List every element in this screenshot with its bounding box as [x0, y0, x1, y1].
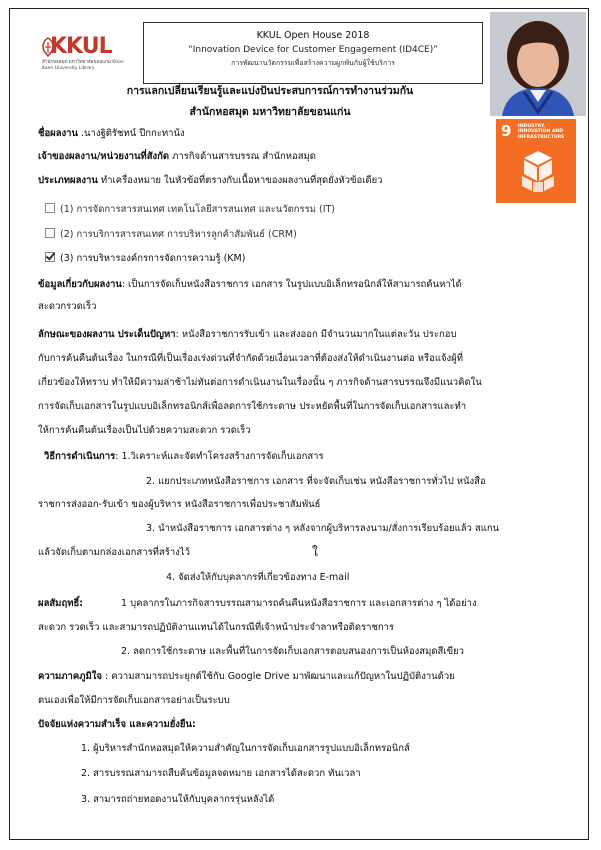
owner-line	[38, 127, 185, 141]
method-step-4: 4. จัดส่งให้กับบุคลากรที่เกี่ยวข้องทาง E-mail	[166, 572, 350, 583]
about-text-2: สะดวกรวดเร็ว	[38, 301, 97, 312]
method-step-3a: 3. นำหนังสือราชการ เอกสารต่าง ๆ หลังจากผู้บริหารลงนาม/สั่งการเรียบร้อยแล้ว สแกน	[146, 523, 500, 534]
type-label: ประเภทผลงาน	[38, 175, 98, 186]
success-item-1: 1. ผู้บริหารสำนักหอสมุดให้ความสำคัญในการจัดเก็บเอกสารรูปแบบอิเล็กทรอนิกส์	[81, 743, 410, 754]
event-header	[143, 22, 483, 84]
problem-text-2: กับการค้นคืนต้นเรื่อง ในกรณีที่เป็นเรื่องเร่งด่วนที่จำกัดด้วยเงื่อนเวลาที่ต้องส่งให้ดำเนินงานต่อ หรือแจ้งผู้ที่	[38, 353, 463, 364]
author-photo	[490, 12, 586, 116]
result-2: 2. ลดการใช้กระดาษ และพื้นที่ในการจัดเก็บเอกสารตอบสนองการเป็นห้องสมุดสีเขียว	[121, 646, 464, 657]
logo-subtitle: สำนักหอสมุด มหาวิทยาลัยขอนแก่น Khon Kaen University Library	[42, 60, 124, 71]
about-line-1	[38, 278, 462, 292]
option-crm[interactable]	[45, 228, 297, 242]
infrastructure-cube-icon	[518, 149, 558, 193]
option-it-checkbox[interactable]	[45, 203, 55, 213]
result-1b: สะดวก รวดเร็ว และสามารถปฏิบัติงานแทนได้ในกรณีที่เจ้าหน้าประจำลาหรือติดราชการ	[38, 622, 395, 633]
owner-value: .นางฐิติรัชทน์ ปีกกะทาน้ง	[78, 128, 185, 139]
option-km-checkbox[interactable]	[45, 252, 55, 262]
owner-label: ชื่อผลงาน	[38, 128, 79, 139]
option-it[interactable]	[45, 203, 335, 217]
event-title: KKUL Open House 2018	[256, 30, 370, 41]
result-1a: 1 บุคลากรในภารกิจสารบรรณสามารถค้นคืนหนังสือราชการ และเอกสารต่าง ๆ ได้อย่าง	[121, 598, 477, 609]
unit-value: ภารกิจด้านสารบรรณ สำนักหอสมุด	[169, 151, 316, 162]
kkul-logo	[40, 34, 126, 76]
method-line-1	[44, 450, 324, 464]
option-crm-checkbox[interactable]	[45, 228, 55, 238]
event-theme-thai: การพัฒนานวัตกรรมเพื่อสร้างความผูกพันกับผู้ใช้บริการ	[231, 59, 395, 67]
problem-text-4: การจัดเก็บเอกสารในรูปแบบอิเล็กทรอนิกส์เพื่อลดการใช้กระดาษ ประหยัดพื้นที่ในการจัดเก็บเอกสารและทำ	[38, 401, 467, 412]
type-line	[38, 174, 383, 188]
result-label: ผลสัมฤทธิ์:	[38, 598, 84, 609]
success-item-3: 3. สามารถถ่ายทอดงานให้กับบุคลากรรุ่นหลังได้	[81, 794, 275, 805]
method-step-3b: แล้วจัดเก็บตามกล่องเอกสารที่สร้างไว้	[38, 547, 190, 558]
pride-line-1	[38, 670, 455, 684]
unit-label: เจ้าของผลงาน/หน่วยงานที่สังกัด	[38, 151, 170, 162]
success-label-text: ปัจจัยแห่งความสำเร็จ และความยั่งยืน:	[38, 719, 196, 730]
result-line-1	[38, 597, 83, 611]
method-label: วิธีการดำเนินการ	[44, 451, 116, 462]
method-step-2a: 2. แยกประเภทหนังสือราชการ เอกสาร ที่จะจัดเก็บเช่น หนังสือราชการทั่วไป หนังสือ	[146, 476, 486, 487]
sdg-number: 9	[501, 122, 512, 140]
option-km[interactable]	[45, 252, 245, 266]
pride-label: ความภาคภูมิใจ	[38, 671, 102, 682]
stray-character: ใ	[312, 545, 318, 559]
pride-text-1: : ความสามารถประยุกต์ใช้กับ Google Drive มาพัฒนาและแก้ปัญหาในปฏิบัติงานด้วย	[101, 671, 455, 682]
event-theme: “Innovation Device for Customer Engagement (ID4CE)”	[188, 45, 438, 55]
option-crm-label: (2) การบริการสารสนเทศ การบริหารลูกค้าสัมพันธ์ (CRM)	[60, 229, 297, 240]
about-text-1: : เป็นการจัดเก็บหนังสือราชการ เอกสาร ในรูปแบบอิเล็กทรอนิกส์ให้สามารถค้นหาได้	[121, 279, 462, 290]
problem-text-5: ให้การค้นคืนต้นเรื่องเป็นไปด้วยความสะดวก รวดเร็ว	[38, 425, 251, 436]
sdg-9-badge	[496, 119, 576, 203]
sdg-label: INDUSTRY, INNOVATION AND INFRASTRUCTURE	[518, 124, 565, 140]
problem-text-3: เกี่ยวข้องให้ทราบ ทำให้มีความล่าช้าไม่ทันต่อการดำเนินงานในเรื่องนั้น ๆ ภารกิจด้านสารบรรณจึงมีแนวคิดใน	[38, 377, 482, 388]
document-title: การแลกเปลี่ยนเรียนรู้และแบ่งปันประสบการณ์การทำงานร่วมกัน	[126, 85, 414, 97]
logo-text: KKUL	[50, 34, 112, 59]
about-label: ข้อมูลเกี่ยวกับผลงาน	[38, 279, 122, 290]
pride-text-2: ตนเองเพื่อให้มีการจัดเก็บเอกสารอย่างเป็นระบบ	[38, 695, 230, 706]
problem-label: ลักษณะของผลงาน ประเด็นปัญหา	[38, 329, 176, 340]
problem-text-1: : หนังสือราชการรับเข้า และส่งออก มีจำนวนมากในแต่ละวัน ประกอบ	[175, 329, 457, 340]
problem-line-1	[38, 328, 456, 342]
type-value: ทำเครื่องหมาย ในหัวข้อที่ตรางกับเนื้อหาของผลงานที่สุดยั่งหัวข้อเดียว	[97, 175, 383, 186]
option-km-label: (3) การบริหารองค์กรการจัดการความรู้ (KM)	[60, 253, 246, 264]
option-it-label: (1) การจัดการสารสนเทศ เทคโนโลยีสารสนเทศ และนวัตกรรม (IT)	[60, 204, 336, 215]
document-subtitle: สำนักหอสมุด มหาวิทยาลัยขอนแก่น	[189, 106, 351, 118]
method-step-2b: ราชการส่งออก-รับเข้า ของผู้บริหาร หนังสือราชการเพื่อประชาสัมพันธ์	[38, 499, 321, 510]
success-label	[38, 718, 196, 732]
method-step-1: : 1.วิเคราะห์และจัดทำโครงสร้างการจัดเก็บเอกสาร	[115, 451, 324, 462]
success-item-2: 2. สารบรรณสามารถสืบค้นข้อมูลจดหมาย เอกสารได้สะดวก ทันเวลา	[81, 768, 361, 779]
unit-line	[38, 150, 316, 164]
